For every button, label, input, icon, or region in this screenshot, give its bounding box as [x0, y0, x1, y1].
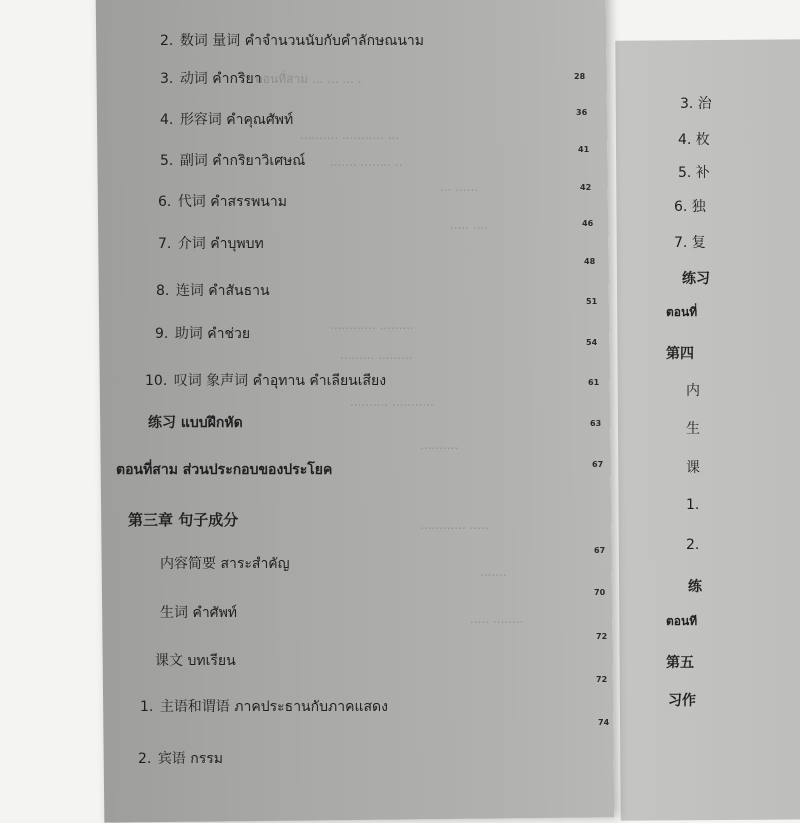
page-number: 61: [588, 378, 600, 387]
page-number: 42: [580, 183, 592, 192]
right-toc-entry: 5. 补: [678, 165, 710, 181]
toc-entry: 2. 宾语 กรรม: [138, 751, 224, 767]
bleed-through-text: ... ......: [440, 180, 479, 194]
bleed-through-text: ..... ....: [450, 218, 489, 232]
bleed-through-text: ............ .........: [330, 318, 414, 332]
page-number: 72: [596, 675, 608, 684]
toc-entry: 生词 คำศัพท์: [160, 605, 238, 621]
toc-entry: 7. 介词 คำบุพบท: [158, 236, 264, 252]
right-toc-entry: 内: [686, 383, 700, 399]
page-number: 70: [594, 588, 606, 597]
right-toc-section-heading: ตอนที่: [666, 305, 698, 319]
right-toc-entry: 1.: [686, 497, 700, 513]
toc-entry: 5. 副词 คำกริยาวิเศษณ์: [160, 153, 306, 169]
toc-entry: 练习 แบบฝึกหัด: [148, 415, 243, 431]
toc-chapter-heading: 第三章 句子成分: [128, 511, 239, 529]
toc-entry: 8. 连词 คำสันธาน: [156, 283, 270, 299]
toc-entry: 2. 数词 量词 คำจำนวนนับกับคำลักษณนาม: [160, 33, 424, 49]
toc-entry: 课文 บทเรียน: [155, 653, 236, 669]
toc-entry: 10. 叹词 象声词 คำอุทาน คำเลียนเสียง: [145, 373, 387, 389]
bleed-through-text: ......... .........: [340, 348, 413, 362]
right-toc-entry: 课: [686, 460, 700, 476]
bleed-through-text: ....... ........ ..: [330, 155, 403, 169]
right-toc-section-heading: ตอนที: [666, 614, 698, 628]
right-toc-entry: 练习: [682, 271, 710, 287]
right-toc-entry: 4. 枚: [678, 132, 710, 148]
page-number: 51: [586, 297, 598, 306]
right-toc-entry: 7. 复: [674, 235, 706, 251]
bleed-through-text: .......: [480, 565, 507, 579]
page-number: 72: [596, 632, 608, 641]
toc-entry: 内容简要 สาระสำคัญ: [160, 556, 290, 572]
page-number: 67: [592, 460, 604, 469]
page-number: 36: [576, 108, 588, 117]
toc-entry: 9. 助词 คำช่วย: [155, 326, 251, 342]
right-toc-entry: 习作: [668, 693, 696, 709]
page-number: 41: [578, 145, 590, 154]
page-number: 46: [582, 219, 594, 228]
page-number: 54: [586, 338, 598, 347]
page-number: 63: [590, 419, 602, 428]
bleed-through-text: ............ .....: [420, 518, 489, 532]
right-toc-chapter-heading: 第四: [666, 346, 694, 362]
toc-entry: 6. 代词 คำสรรพนาม: [158, 194, 287, 210]
page-number: 48: [584, 257, 596, 266]
right-toc-entry: 生: [686, 421, 700, 437]
bleed-through-text: .......... ........... ...: [300, 128, 400, 142]
toc-entry: 1. 主语和谓语 ภาคประธานกับภาคแสดง: [140, 699, 388, 715]
bleed-through-text: ..........: [420, 438, 459, 452]
page-number: 28: [574, 72, 586, 81]
bleed-through-text: .......... ...........: [350, 395, 434, 409]
toc-section-heading: ตอนที่สาม ส่วนประกอบของประโยค: [116, 462, 333, 478]
page-number: 74: [598, 718, 610, 727]
toc-entry: 3. 动词 คำกริยา: [160, 71, 262, 87]
page-number: 67: [594, 546, 606, 555]
right-toc-entry: 2.: [686, 537, 700, 553]
right-toc-entry: 6. 独: [674, 199, 706, 215]
toc-entry: 4. 形容词 คำคุณศัพท์: [160, 112, 294, 128]
bleed-through-text: ตอนที่สาม ... ... ... .: [255, 72, 362, 86]
right-toc-chapter-heading: 第五: [666, 655, 694, 671]
bleed-through-text: ..... ........: [470, 612, 524, 626]
right-toc-entry: 练: [688, 579, 702, 595]
right-toc-entry: 3. 治: [680, 96, 712, 112]
